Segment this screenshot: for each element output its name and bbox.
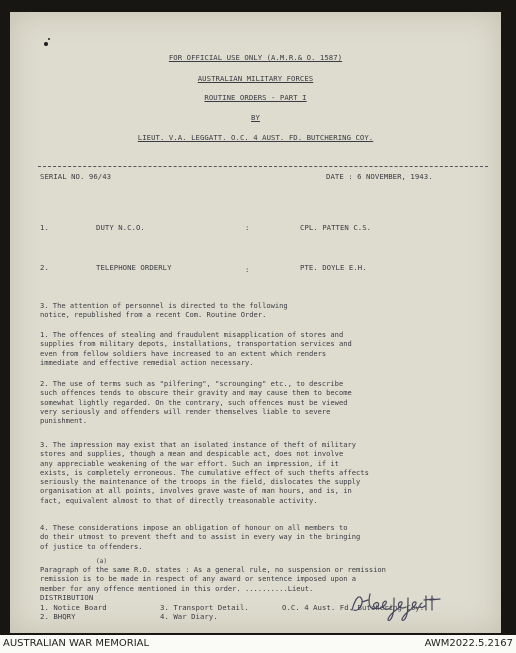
header-divider [38, 166, 488, 167]
order-date: DATE : 6 NOVEMBER, 1943. [326, 172, 433, 181]
header-line-2: AUSTRALIAN MILITARY FORCES [197, 74, 314, 83]
distribution-item: 2. BHQRY [40, 612, 76, 621]
duty-title: TELEPHONE ORDERLY [96, 263, 172, 272]
duty-person: CPL. PATTEN C.S. [300, 223, 372, 232]
document-page [10, 12, 501, 633]
punch-mark [44, 42, 48, 46]
paragraph-remission: Paragraph of the same R.O. states : As a general rule, no suspension or remission remission is to be made in respect of any award or sentence imposed upon a member for any offence mentioned in this order. ..........Lieut. [40, 565, 386, 593]
signature-image [348, 586, 448, 624]
header-line-4: BY [251, 113, 260, 122]
archive-reference: AWM2022.5.2167 [424, 638, 513, 649]
annotation-marker: (a) [96, 558, 107, 565]
sign-off-unit: O.C. 4 Aust. Fd. Butchering Coy. [282, 603, 425, 612]
distribution-heading: DISTRIBUTION [40, 593, 94, 602]
distribution-item: 3. Transport Detail. [160, 603, 249, 612]
paragraph-intro: 3. The attention of personnel is directed to the following notice, republished from a recent Com. Routine Order. [40, 301, 288, 320]
paragraph-1: 1. The offences of stealing and fraudulent misapplication of stores and supplies from military depots, installations, transportation services and even from fellow soldiers have increased to an extent which renders immediate and effective remedial action necessary. [40, 330, 352, 367]
duty-separator: : [245, 265, 250, 274]
duty-number: 1. [40, 223, 49, 232]
distribution-item: 1. Notice Board [40, 603, 107, 612]
paragraph-2: 2. The use of terms such as "pilfering", "scrounging" etc., to describe such offences tends to obscure their gravity and may cause them to become somewhat lightly regarded. On the contrary, such offences must be viewed very seriously and offenders will render themselves liable to severe punishment. [40, 379, 352, 426]
archive-name: AUSTRALIAN WAR MEMORIAL [3, 638, 150, 649]
duty-title: DUTY N.C.O. [96, 223, 145, 232]
header-line-3: ROUTINE ORDERS - PART I [204, 93, 307, 102]
paragraph-4: 4. These considerations impose an obligation of honour on all members to do their utmost to prevent theft and to assist in every way in the bringing of justice to offenders. [40, 523, 361, 551]
archive-footer [0, 635, 516, 653]
header-line-1: FOR OFFICIAL USE ONLY (A.M.R.& O. 1587) [168, 53, 343, 62]
paragraph-3: 3. The impression may exist that an isolated instance of theft of military stores and supplies, though a mean and despicable act, does not involve any appreciable weakening of the war effort. Such an impression, if it exists, is completely erroneous. The cumulative effect of such thefts affects seriously the maintenance of the troops in the field, dislocates the supply organisation at all points, involves grave waste of man hours, and is, in fact, equivalent almost to that of directly treasonable activity. [40, 440, 369, 505]
header-line-5: LIEUT. V.A. LEGGATT. O.C. 4 AUST. FD. BUTCHERING COY. [137, 133, 374, 142]
duty-separator: : [245, 223, 250, 232]
distribution-item: 4. War Diary. [160, 612, 218, 621]
punch-mark [48, 38, 50, 40]
serial-number: SERIAL NO. 96/43 [40, 172, 112, 181]
duty-number: 2. [40, 263, 49, 272]
duty-person: PTE. DOYLE E.H. [300, 263, 367, 272]
